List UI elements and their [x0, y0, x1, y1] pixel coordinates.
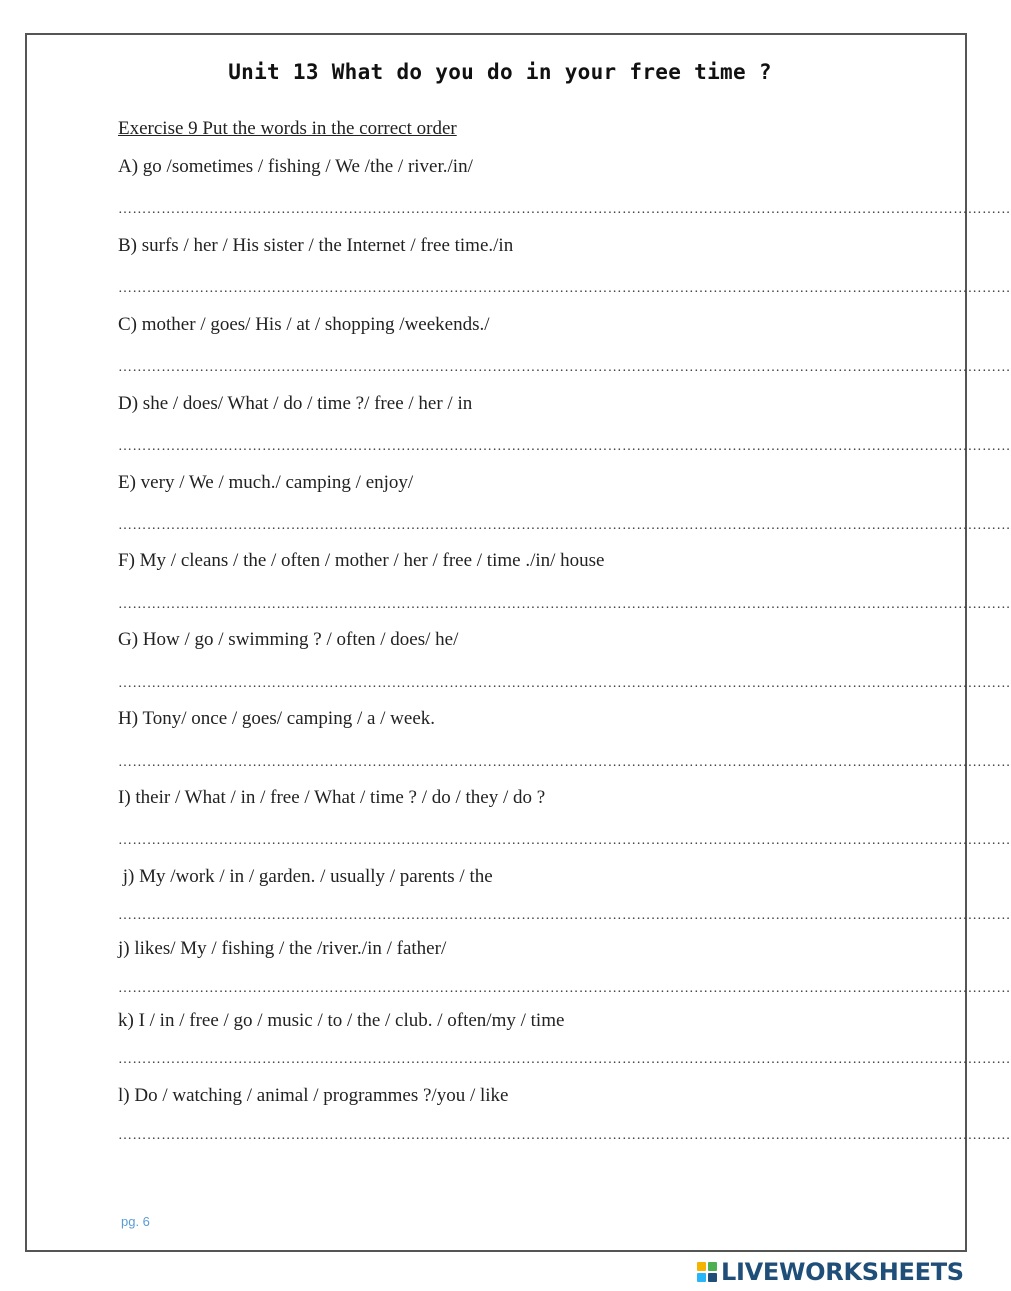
question-h: H) Tony/ once / goes/ camping / a / week.	[118, 708, 436, 729]
question-d: D) she / does/ What / do / time ?/ free / her / in	[118, 393, 473, 414]
answer-line-c[interactable]: ……………………………………………………………………………………………………………………………………………………………………	[118, 360, 1011, 375]
answer-line-h[interactable]: ……………………………………………………………………………………………………………………………………………………………………	[118, 755, 1011, 770]
question-b: B) surfs / her / His sister / the Internet / free time./in	[118, 235, 514, 256]
answer-line-l[interactable]: ……………………………………………………………………………………………………………………………………………………………………	[118, 1128, 1011, 1143]
question-g: G) How / go / swimming ? / often / does/ he/	[118, 629, 459, 650]
logo-text: LIVEWORKSHEETS	[721, 1258, 964, 1286]
answer-line-b[interactable]: ……………………………………………………………………………………………………………………………………………………………………	[118, 281, 1011, 296]
answer-line-f[interactable]: ……………………………………………………………………………………………………………………………………………………………………	[118, 597, 1011, 612]
answer-line-j1[interactable]: ……………………………………………………………………………………………………………………………………………………………………	[118, 908, 1011, 923]
liveworksheets-logo[interactable]	[697, 1258, 964, 1286]
question-f: F) My / cleans / the / often / mother / her / free / time ./in/ house	[118, 550, 605, 571]
answer-line-k[interactable]: ……………………………………………………………………………………………………………………………………………………………………	[118, 1052, 1011, 1067]
question-a: A) go /sometimes / fishing / We /the / river./in/	[118, 156, 473, 177]
question-e: E) very / We / much./ camping / enjoy/	[118, 472, 414, 493]
answer-line-e[interactable]: ……………………………………………………………………………………………………………………………………………………………………	[118, 518, 1011, 533]
answer-line-g[interactable]: ……………………………………………………………………………………………………………………………………………………………………	[118, 676, 1011, 691]
page-title: Unit 13 What do you do in your free time ?	[228, 60, 772, 84]
question-k: k) I / in / free / go / music / to / the / club. / often/my / time	[118, 1010, 565, 1031]
answer-line-a[interactable]: ……………………………………………………………………………………………………………………………………………………………………	[118, 202, 1011, 217]
question-j1: j) My /work / in / garden. / usually / parents / the	[118, 866, 493, 887]
question-l: l) Do / watching / animal / programmes ?/you / like	[118, 1085, 509, 1106]
answer-line-i[interactable]: ……………………………………………………………………………………………………………………………………………………………………	[118, 833, 1011, 848]
logo-squares-icon	[697, 1262, 717, 1282]
question-j2: j) likes/ My / fishing / the /river./in / father/	[118, 938, 447, 959]
page-number: pg. 6	[121, 1214, 150, 1229]
question-i: I) their / What / in / free / What / time ? / do / they / do ?	[118, 787, 546, 808]
answer-line-j2[interactable]: ……………………………………………………………………………………………………………………………………………………………………	[118, 981, 1011, 996]
question-c: C) mother / goes/ His / at / shopping /weekends./	[118, 314, 490, 335]
exercise-instruction: Exercise 9 Put the words in the correct order	[118, 118, 457, 139]
answer-line-d[interactable]: ……………………………………………………………………………………………………………………………………………………………………	[118, 439, 1011, 454]
